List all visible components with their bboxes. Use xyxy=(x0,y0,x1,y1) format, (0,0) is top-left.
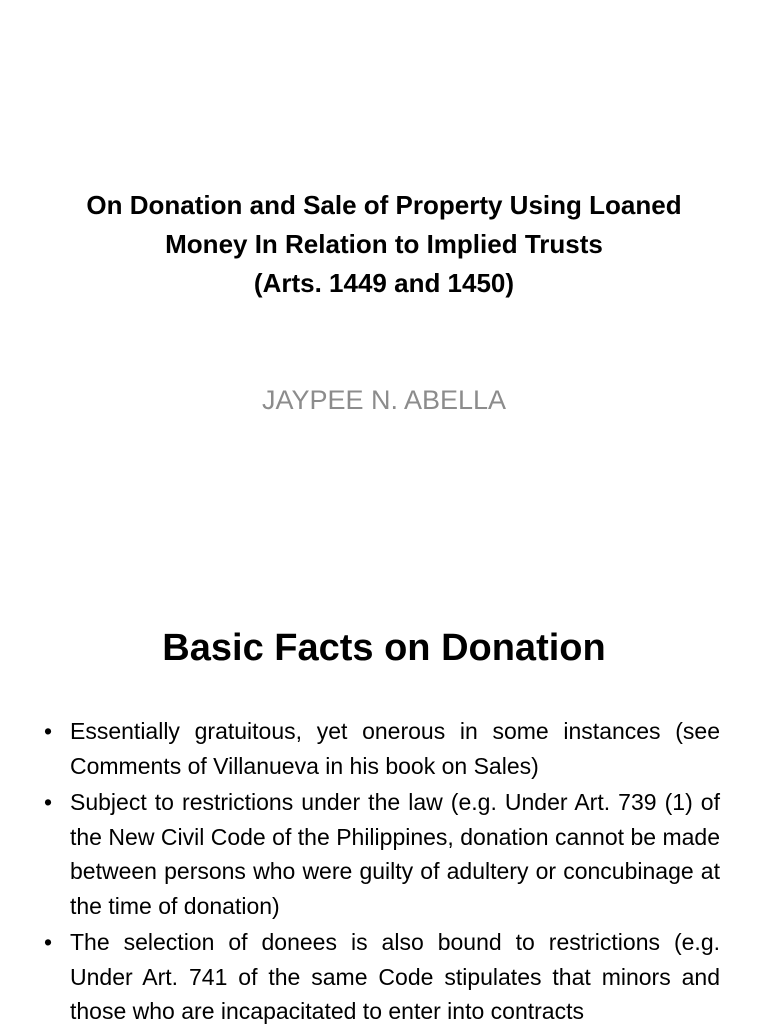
bullet-item xyxy=(0,714,768,783)
slide-heading: Basic Facts on Donation xyxy=(162,627,606,669)
bullet-list xyxy=(0,714,768,1031)
bullet-text: Subject to restrictions under the law (e.g. Under Art. 739 (1) of the New Civil Code of the Philippines, donation cannot be made between persons who were guilty of adultery or concubinage at the time of donation) xyxy=(70,789,720,919)
title-line-2: Money In Relation to Implied Trusts xyxy=(165,229,603,259)
author-name: JAYPEE N. ABELLA xyxy=(261,385,507,415)
title-line-1: On Donation and Sale of Property Using Loaned xyxy=(86,190,682,220)
bullet-marker: • xyxy=(44,789,53,815)
bullet-text: Essentially gratuitous, yet onerous in some instances (see Comments of Villanueva in his book on Sales) xyxy=(70,718,720,779)
content-slide xyxy=(0,560,768,1024)
bullet-marker: • xyxy=(44,718,53,744)
bullet-marker: • xyxy=(44,929,53,955)
title-line-3: (Arts. 1449 and 1450) xyxy=(253,268,515,298)
presentation-title xyxy=(40,186,728,303)
bullet-item xyxy=(0,785,768,923)
bullet-text: The selection of donees is also bound to restrictions (e.g. Under Art. 741 of the same Code stipulates that minors and those who are incapacitated to enter into contracts xyxy=(70,929,720,1024)
bullet-item xyxy=(0,925,768,1029)
